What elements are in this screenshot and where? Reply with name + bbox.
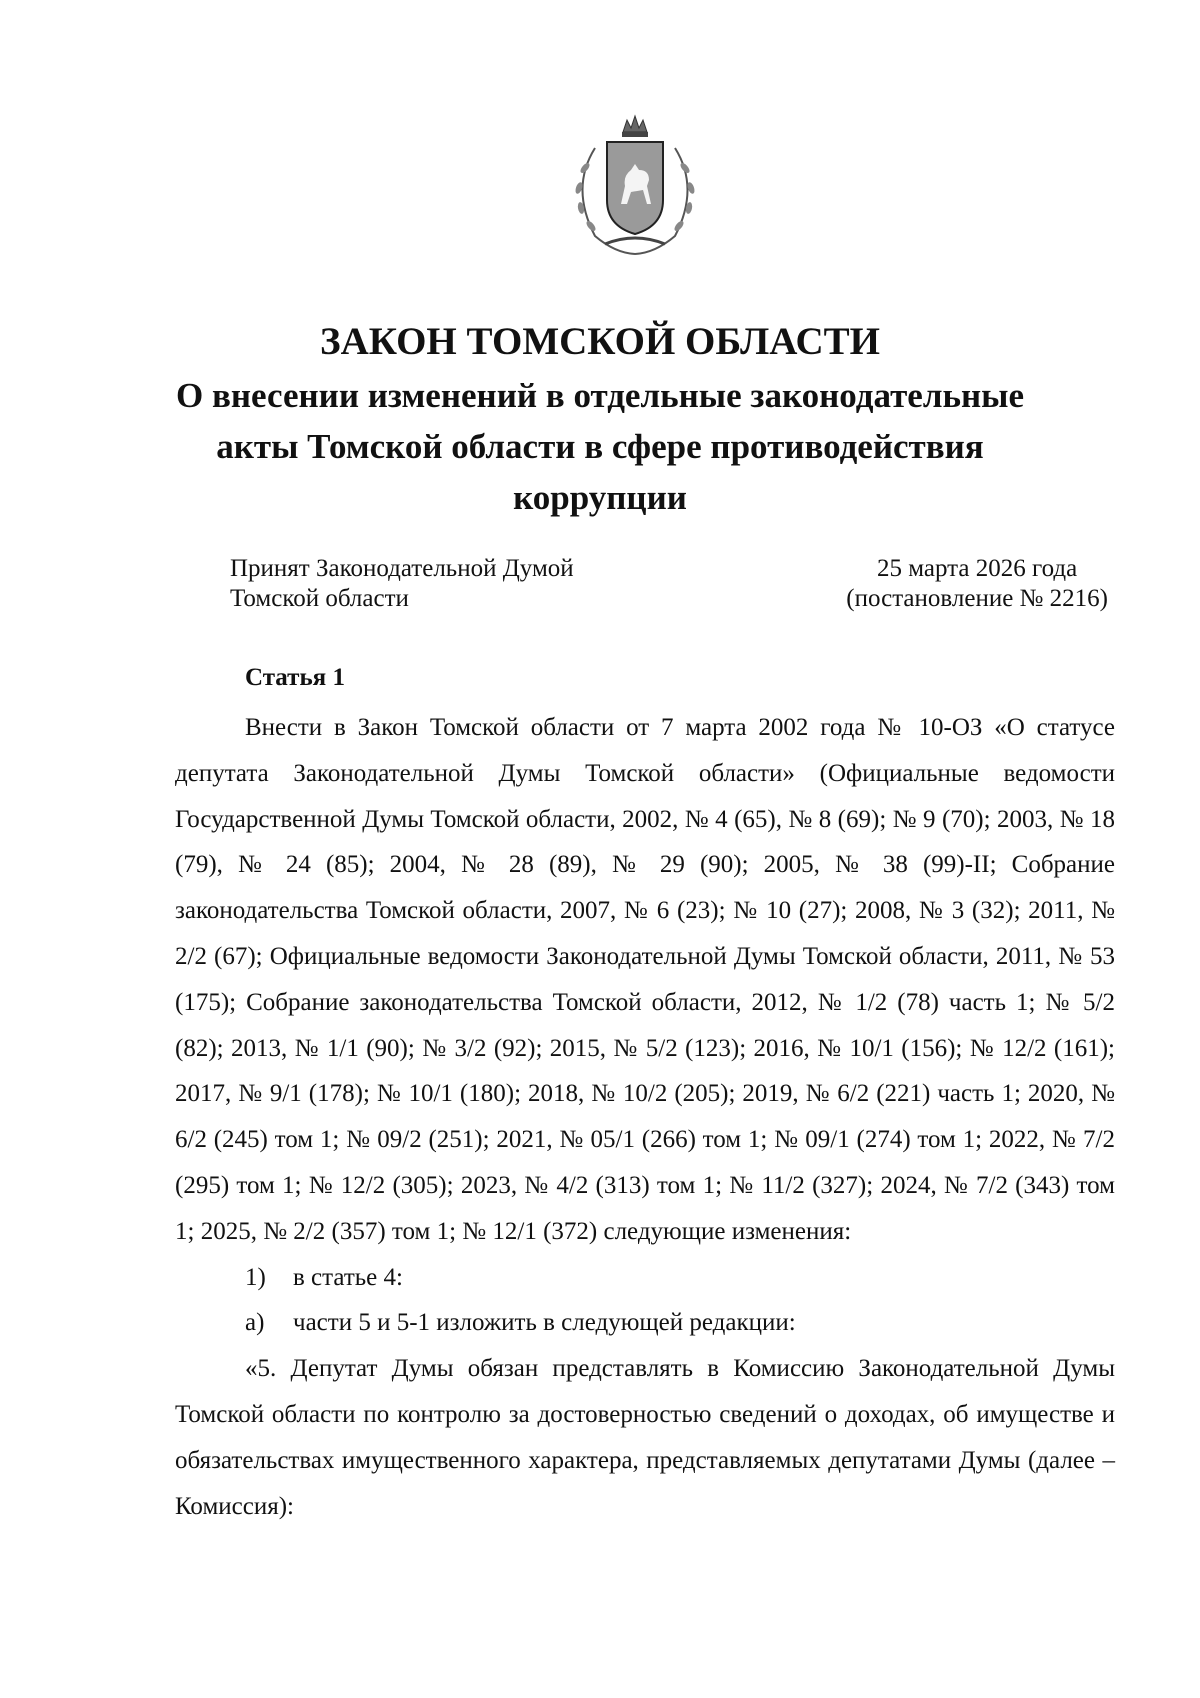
- coat-of-arms-icon: [565, 108, 705, 258]
- list-item-text: части 5 и 5-1 изложить в следующей редакции:: [293, 1309, 796, 1337]
- quoted-paragraph: «5. Депутат Думы обязан представлять в Комиссию Законодательной Думы Томской области по контролю за достоверностью сведений о доходах, об имуществе и обязательствах имущественного характера, представляемых депутатами Думы (далее – Комиссия):: [175, 1355, 1115, 1520]
- article-body: [175, 705, 1115, 1529]
- list-item-text: в статье 4:: [293, 1263, 403, 1291]
- list-item: [175, 1255, 1115, 1301]
- resolution-number: (постановление № 2216): [846, 585, 1108, 612]
- adopted-by-line: Принят Законодательной Думой: [230, 555, 574, 582]
- adoption-body: [230, 554, 574, 614]
- list-item: [175, 1300, 1115, 1346]
- intro-paragraph: Внести в Закон Томской области от 7 марта 2002 года № 10-ОЗ «О статусе депутата Законодательной Думы Томской области» (Официальные ведомости Государственной Думы Томской области, 2002, № 4 (65), № 8 (69); № 9 (70); 2003, № 18 (79), № 24 (85); 2004, № 28 (89), № 29 (90); 2005, № 38 (99)-II; Собрание законодательства Томской области, 2007, № 6 (23); № 10 (27); 2008, № 3 (32); 2011, № 2/2 (67); Официальные ведомости Законодательной Думы Томской области, 2011, № 53 (175); Собрание законодательства Томской области, 2012, № 1/2 (78) часть 1; № 5/2 (82); 2013, № 1/1 (90); № 3/2 (92); 2015, № 5/2 (123); 2016, № 10/1 (156); № 12/2 (161); 2017, № 9/1 (178); № 10/1 (180); 2018, № 10/2 (205); 2019, № 6/2 (221) часть 1; 2020, № 6/2 (245) том 1; № 09/2 (251); 2021, № 05/1 (266) том 1; № 09/1 (274) том 1; 2022, № 7/2 (295) том 1; № 12/2 (305); 2023, № 4/2 (313) том 1; № 11/2 (327); 2024, № 7/2 (343) том 1; 2025, № 2/2 (357) том 1; № 12/1 (372) следующие изменения:: [175, 714, 1115, 1245]
- list-item-number: а): [245, 1309, 265, 1337]
- document-title: ЗАКОН ТОМСКОЙ ОБЛАСТИ: [320, 320, 880, 363]
- list-item-number: 1): [245, 1263, 266, 1291]
- adopted-by-line: Томской области: [230, 585, 409, 612]
- article-heading: Статья 1: [245, 664, 345, 691]
- document-subtitle: О внесении изменений в отдельные законодательные акты Томской области в сфере противодействия коррупции: [175, 376, 1024, 517]
- adoption-date-block: [846, 554, 1108, 614]
- adoption-date: 25 марта 2026 года: [877, 555, 1078, 582]
